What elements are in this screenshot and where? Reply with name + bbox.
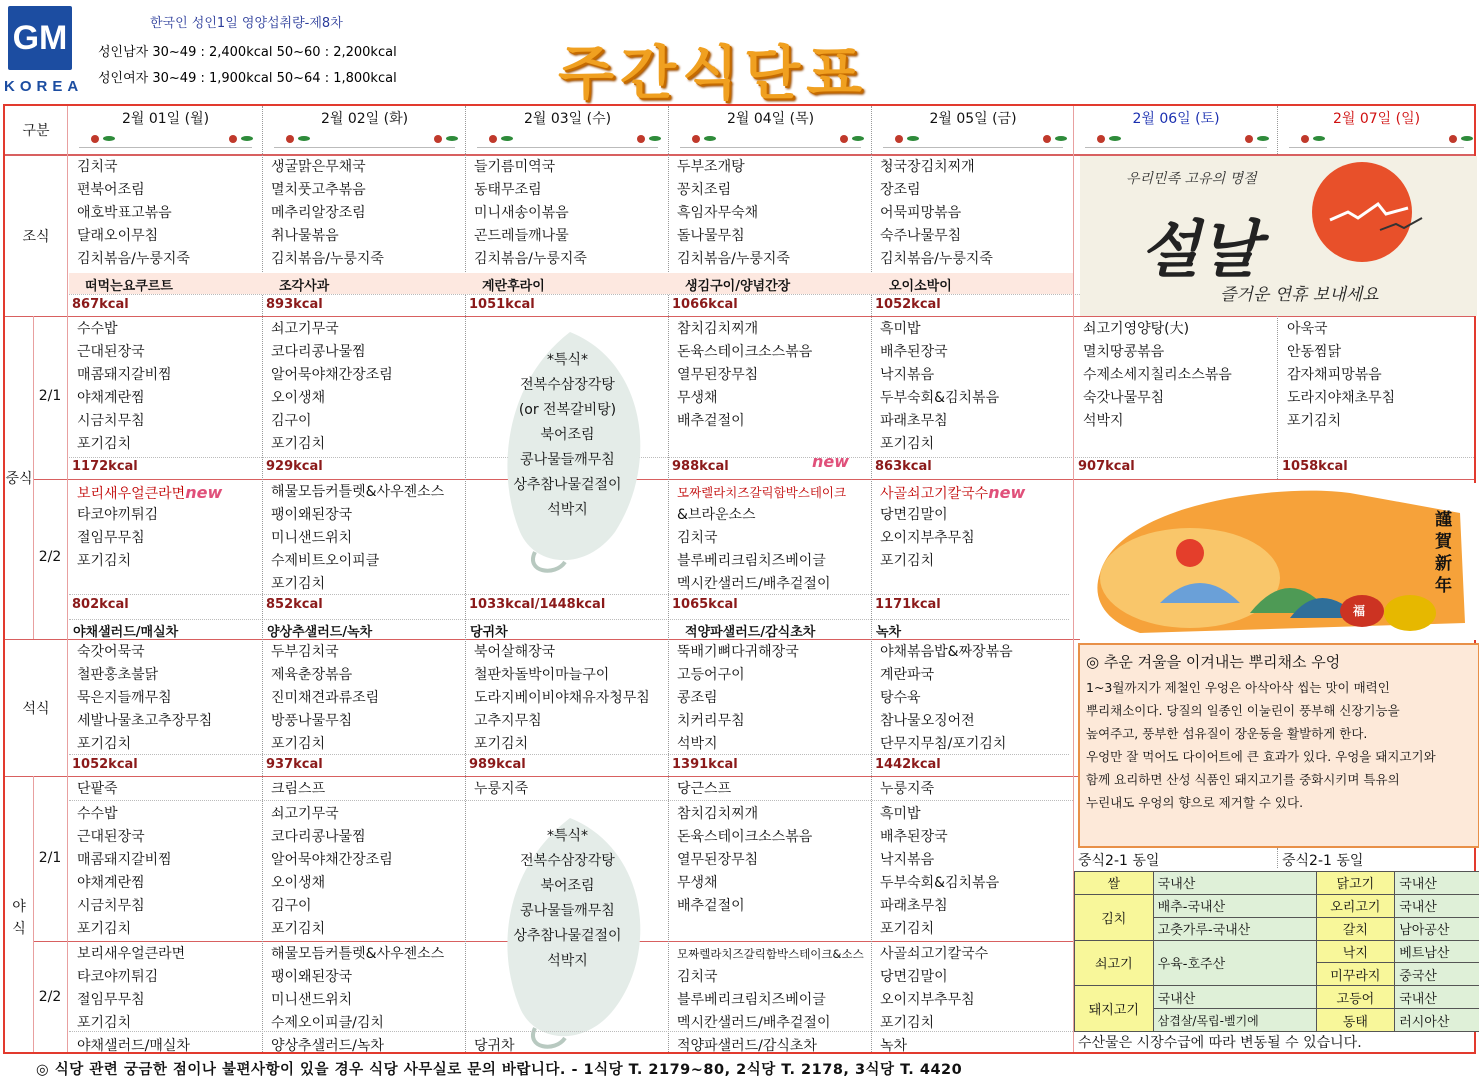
- dinner-wed: 북어살해장국 철판차돌박이마늘구이 도라지베이비야채유자청무침 고추지무침 포기김치: [474, 644, 650, 752]
- dinner-kcal-thu: 1391kcal: [672, 757, 738, 772]
- dinner-kcal-mon: 1052kcal: [72, 757, 138, 772]
- seollal-greeting-image: [1080, 156, 1477, 316]
- lunch2-kcal-fri: 1171kcal: [875, 597, 941, 612]
- breakfast-mon: 김치국 편북어조림 애호박표고볶음 달래오이무침 김치볶음/누룽지죽: [77, 159, 190, 267]
- lunch1-thu: 참치김치찌개 돈육스테이크소스볶음 열무된장무침 무생채 배추겉절이: [677, 321, 813, 429]
- night2-tue: 해물모듬커틀렛&사우젠소스 팽이왜된장국 미니샌드위치 수제오이피클/김치 양상추샐러드/녹차: [271, 946, 445, 1054]
- origin-loach: 미꾸라지: [1316, 963, 1395, 986]
- origin-duck: 오리고기: [1316, 894, 1395, 917]
- origin-beef: 쇠고기: [1075, 940, 1154, 986]
- breakfast-snack-mon: 떠먹는요쿠르트: [85, 279, 173, 294]
- day-header-fri: 2월 05일 (금): [873, 106, 1073, 154]
- dinner-kcal-fri: 1442kcal: [875, 757, 941, 772]
- row-label-night-2-2: 2/2: [38, 989, 62, 1005]
- special-menu-night-wed: *특식* 전복수삼장각탕 북어조림 콩나물들깨무침 상추참나물겉절이 석박지: [513, 828, 622, 969]
- day-header-mon: 2월 01일 (월): [69, 106, 262, 154]
- dinner-kcal-wed: 989kcal: [469, 757, 526, 772]
- logo-mark: GM: [8, 6, 72, 70]
- origin-mackerel: 고등어: [1316, 986, 1395, 1009]
- new-badge-thu: new: [812, 452, 850, 471]
- dinner-fri: 야채볶음밥&짜장볶음 계란파국 탕수육 참나물오징어전 단무지무침/포기김치: [880, 644, 1013, 752]
- breakfast-snack-fri: 오이소박이: [889, 279, 952, 294]
- origin-pollock: 동태: [1316, 1009, 1395, 1032]
- night-soup-wed: 누룽지죽: [474, 781, 529, 797]
- male-kcal-line: 성인남자 30~49 : 2,400kcal 50~60 : 2,200kcal: [98, 45, 397, 60]
- breakfast-kcal-mon: 867kcal: [72, 297, 129, 312]
- night-soup-tue: 크림스프: [271, 781, 326, 797]
- lunch2-fri: 사골쇠고기칼국수new 당면김말이 오이지부추무침 포기김치: [880, 483, 1026, 569]
- lunch1-kcal-mon: 1172kcal: [72, 459, 138, 474]
- page-title: 주간식단표: [558, 39, 869, 107]
- lunch1-kcal-thu: 988kcal: [672, 459, 729, 474]
- lunch1-kcal-sat: 907kcal: [1078, 459, 1135, 474]
- lunch2-snack-wed: 당귀차: [470, 625, 508, 640]
- night-same-sun: 중식2-1 동일: [1282, 853, 1364, 869]
- greeting-main: 설날: [1140, 213, 1260, 286]
- breakfast-tue: 생굴맑은무채국 멸치풋고추볶음 메추리알장조림 취나물볶음 김치볶음/누룽지죽: [271, 159, 384, 267]
- lunch2-kcal-thu: 1065kcal: [672, 597, 738, 612]
- origin-pork: 돼지고기: [1075, 986, 1154, 1032]
- origin-kimchi: 김치: [1075, 894, 1154, 940]
- night-soup-mon: 단팥죽: [77, 781, 118, 797]
- info-line: 높여주고, 풍부한 섬유질이 장운동을 활발하게 한다.: [1086, 726, 1368, 741]
- night-soup-fri: 누룽지죽: [880, 781, 935, 797]
- new-year-scene: [1080, 483, 1477, 640]
- breakfast-snack-thu: 생김구이/양념간장: [685, 279, 791, 294]
- night1-tue: 쇠고기무국 코다리콩나물찜 알어묵야채간장조림 오이생채 김구이 포기김치: [271, 806, 393, 937]
- female-kcal-line: 성인여자 30~49 : 1,900kcal 50~64 : 1,800kcal: [98, 71, 397, 86]
- corner-label: 구분: [22, 123, 50, 139]
- row-label-breakfast: 조식: [22, 229, 50, 245]
- lunch2-mon: 보리새우얼큰라면new 타코야끼튀김 절임무무침 포기김치: [77, 483, 223, 569]
- info-title: ◎ 추운 겨울을 이겨내는 뿌리채소 우엉: [1086, 653, 1341, 671]
- lunch1-tue: 쇠고기무국 코다리콩나물찜 알어묵야채간장조림 오이생채 김구이 포기김치: [271, 321, 393, 452]
- gm-korea-logo: [4, 6, 84, 98]
- night2-mon: 보리새우얼큰라면 타코야끼튀김 절임무무침 포기김치 야채샐러드/매실차: [77, 946, 190, 1054]
- breakfast-thu: 두부조개탕 꽁치조림 흑임자무숙채 돌나물무침 김치볶음/누룽지죽: [677, 159, 790, 267]
- row-label-lunch-2-1: 2/1: [38, 388, 62, 404]
- night2-fri: 사골쇠고기칼국수 당면김말이 오이지부추무침 포기김치 녹차: [880, 946, 989, 1054]
- info-line: 뿌리채소이다. 당질의 일종인 이눌린이 풍부해 신장기능을: [1086, 703, 1400, 718]
- nutrition-standard: 한국인 성인1일 영양섭취량-제8차: [150, 16, 343, 31]
- lunch2-tue: 해물모듬커틀렛&사우젠소스 팽이왜된장국 미니샌드위치 수제비트오이피클 포기김치: [271, 484, 445, 592]
- breakfast-kcal-thu: 1066kcal: [672, 297, 738, 312]
- lunch1-kcal-fri: 863kcal: [875, 459, 932, 474]
- dinner-thu: 뚝배기뼈다귀해장국 고등어구이 콩조림 치커리무침 석박지: [677, 644, 799, 752]
- breakfast-fri: 청국장김치찌개 장조림 어묵피망볶음 숙주나물무침 김치볶음/누룽지죽: [880, 159, 993, 267]
- lunch1-fri: 흑미밥 배추된장국 낙지볶음 두부숙회&김치볶음 파래초무침 포기김치: [880, 321, 1000, 452]
- night2-thu: 모짜렐라치즈갈릭함박스테이크&소스 김치국 블루베리크림치즈베이글 멕시칸샐러드/배추겉절이 적양파샐러드/감식초차: [677, 947, 864, 1054]
- lunch1-kcal-sun: 1058kcal: [1282, 459, 1348, 474]
- night1-mon: 수수밥 근대된장국 매콤돼지갈비찜 야채계란찜 시금치무침 포기김치: [77, 806, 172, 937]
- breakfast-snack-tue: 조각사과: [279, 279, 330, 294]
- dinner-kcal-tue: 937kcal: [266, 757, 323, 772]
- lunch2-snack-fri: 녹차: [876, 625, 902, 640]
- lunch1-sun: 아욱국 안동찜닭 감자채피망볶음 도라지야채초무침 포기김치: [1287, 321, 1396, 429]
- info-line: 1~3월까지가 제철인 우엉은 아삭아삭 씹는 맛이 매력인: [1086, 680, 1390, 695]
- origin-rice: 쌀: [1075, 872, 1154, 895]
- new-year-card-image: [1080, 483, 1477, 640]
- row-label-night-2-1: 2/1: [38, 850, 62, 866]
- night-same-sat: 중식2-1 동일: [1078, 853, 1160, 869]
- lunch2-snack-mon: 야채샐러드/매실차: [73, 625, 179, 640]
- night2-wed-tea: 당귀차: [474, 1038, 515, 1054]
- info-line: 함께 요리하면 산성 식품인 돼지고기를 중화시키며 특유의: [1086, 772, 1400, 787]
- lunch2-kcal-mon: 802kcal: [72, 597, 129, 612]
- special-menu-lunch-wed: *특식* 전복수삼장각탕 (or 전복갈비탕) 북어조림 콩나물들깨무침 상추참나물겉절이 석박지: [513, 352, 622, 518]
- info-line: 누린내도 우엉의 향으로 제거할 수 있다.: [1086, 795, 1304, 810]
- weekly-menu-table: [3, 104, 1476, 1054]
- breakfast-kcal-wed: 1051kcal: [469, 297, 535, 312]
- row-label-lunch-2-2: 2/2: [38, 549, 62, 565]
- greeting-line2: 즐거운 연휴 보내세요: [1220, 285, 1379, 305]
- day-header-sun: 2월 07일 (일): [1279, 106, 1474, 154]
- row-label-lunch: 중식: [5, 471, 33, 487]
- night-soup-thu: 당근스프: [677, 781, 732, 797]
- row-label-night: 야 식: [12, 899, 26, 937]
- lunch2-snack-thu: 적양파샐러드/감식초차: [685, 625, 816, 640]
- day-header-wed: 2월 03일 (수): [467, 106, 668, 154]
- footer-notice: ◎ 식당 관련 궁금한 점이나 불편사항이 있을 경우 식당 사무실로 문의 바랍니다. - 1식당 T. 2179~80, 2식당 T. 2178, 3식당 T. 4420: [36, 1062, 963, 1078]
- dinner-tue: 두부김치국 제육춘장볶음 진미채견과류조림 방풍나물무침 포기김치: [271, 644, 380, 752]
- origin-table: 쌀 국내산 닭고기 국내산 김치 배추-국내산 오리고기 국내산 고춧가루-국내산 갈치 남아공산 쇠고기 우육-호주산 낙지 베트남산 미꾸라지 중국산 돼지고기 국내산 고등어 국내산 삼겹살/목립-벨기에 동태 러시아산: [1074, 871, 1479, 1032]
- origin-hairtail: 갈치: [1316, 917, 1395, 940]
- breakfast-wed: 들기름미역국 동태무조림 미니새송이볶음 곤드레들깨나물 김치볶음/누룽지죽: [474, 159, 587, 267]
- origin-octopus: 낙지: [1316, 940, 1395, 963]
- breakfast-kcal-tue: 893kcal: [266, 297, 323, 312]
- info-line: 우엉만 잘 먹어도 다이어트에 큰 효과가 있다. 우엉을 돼지고기와: [1086, 749, 1436, 764]
- lunch2-kcal-wed: 1033kcal/1448kcal: [469, 597, 606, 612]
- day-header-sat: 2월 06일 (토): [1075, 106, 1277, 154]
- lunch1-sat: 쇠고기영양탕(大) 멸치땅콩볶음 수제소세지칠리소스볶음 숙갓나물무침 석박지: [1083, 321, 1232, 429]
- row-label-dinner: 석식: [22, 701, 50, 717]
- lunch1-mon: 수수밥 근대된장국 매콤돼지갈비찜 야채계란찜 시금치무침 포기김치: [77, 321, 172, 452]
- burdock-info-box: [1078, 643, 1479, 848]
- day-header-thu: 2월 04일 (목): [670, 106, 871, 154]
- day-header-tue: 2월 02일 (화): [264, 106, 465, 154]
- lunch1-kcal-tue: 929kcal: [266, 459, 323, 474]
- card-greeting-text: 謹賀新年: [1435, 510, 1452, 596]
- lunch2-snack-tue: 양상추샐러드/녹차: [267, 625, 373, 640]
- dinner-mon: 숙갓어묵국 철판홍초불닭 묵은지들깨무침 세발나물초고추장무침 포기김치: [77, 644, 213, 752]
- origin-chicken: 닭고기: [1316, 872, 1395, 895]
- greeting-line1: 우리민족 고유의 명절: [1126, 171, 1257, 187]
- breakfast-kcal-fri: 1052kcal: [875, 297, 941, 312]
- origin-note: 수산물은 시장수급에 따라 변동될 수 있습니다.: [1078, 1035, 1362, 1051]
- lunch2-kcal-tue: 852kcal: [266, 597, 323, 612]
- breakfast-snack-wed: 계란후라이: [482, 279, 545, 294]
- night1-thu: 참치김치찌개 돈육스테이크소스볶음 열무된장무침 무생채 배추겉절이: [677, 806, 813, 914]
- logo-subtext: KOREA: [4, 78, 84, 95]
- lunch2-thu: 모짜렐라치즈갈릭함박스테이크 &브라운소스 김치국 블루베리크림치즈베이글 멕시칸샐러드/배추겉절이: [677, 485, 847, 592]
- night1-fri: 흑미밥 배추된장국 낙지볶음 두부숙회&김치볶음 파래초무침 포기김치: [880, 806, 1000, 937]
- fortune-bag-text: 福: [1353, 604, 1366, 618]
